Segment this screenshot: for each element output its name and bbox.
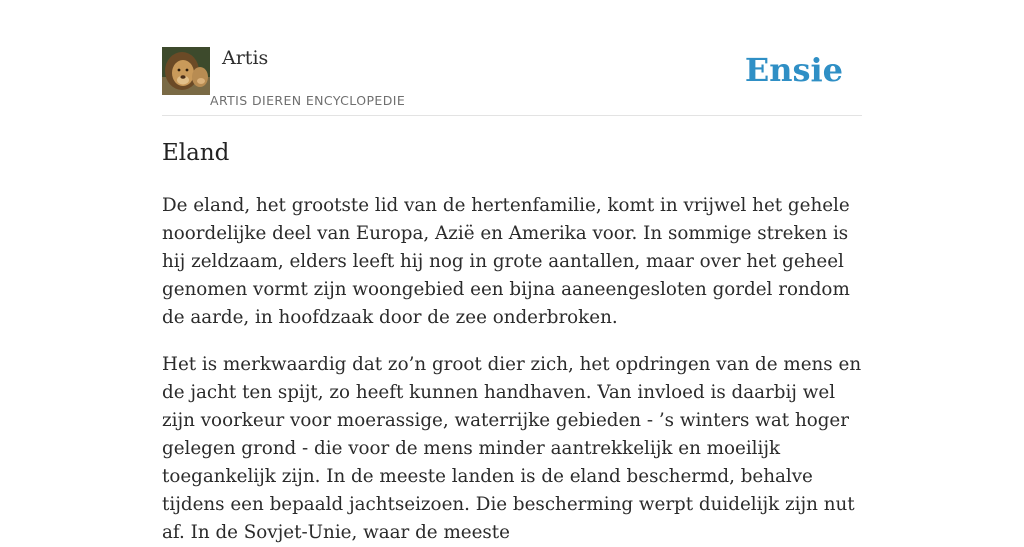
article-title: Eland <box>162 140 230 166</box>
article <box>162 136 865 547</box>
source-header <box>162 0 862 116</box>
lion-photo-icon <box>162 47 210 95</box>
source-subtitle: ARTIS DIEREN ENCYCLOPEDIE <box>210 93 406 108</box>
article-paragraph: De eland, het grootste lid van de hertenfamilie, komt in vrijwel het gehele noordelijke deel van Europa, Azië en Amerika voor. In sommige streken is hij zeldzaam, elders leeft hij nog in grote aantallen, maar over het geheel genomen vormt zijn woongebied een bijna aaneengesloten gordel rondom de aarde, in hoofdzaak door de zee onderbroken. <box>162 195 850 328</box>
source-name-link[interactable]: Artis <box>222 47 269 69</box>
article-paragraph: Het is merkwaardig dat zo’n groot dier zich, het opdringen van de mens en de jacht ten spijt, zo heeft kunnen handhaven. Van invloed is daarbij wel zijn voorkeur voor moerassige, waterrijke gebieden - ’s winters wat hoger gelegen grond - die voor de mens minder aantrekkelijk en moeilijk toegankelijk zijn. In de meeste landen is de eland beschermd, behalve tijdens een bepaald jachtseizoen. Die bescherming werpt duidelijk zijn nut af. In de Sovjet-Unie, waar de meeste <box>162 354 862 543</box>
brand-logo[interactable]: Ensie <box>744 51 843 89</box>
avatar[interactable] <box>162 47 210 95</box>
